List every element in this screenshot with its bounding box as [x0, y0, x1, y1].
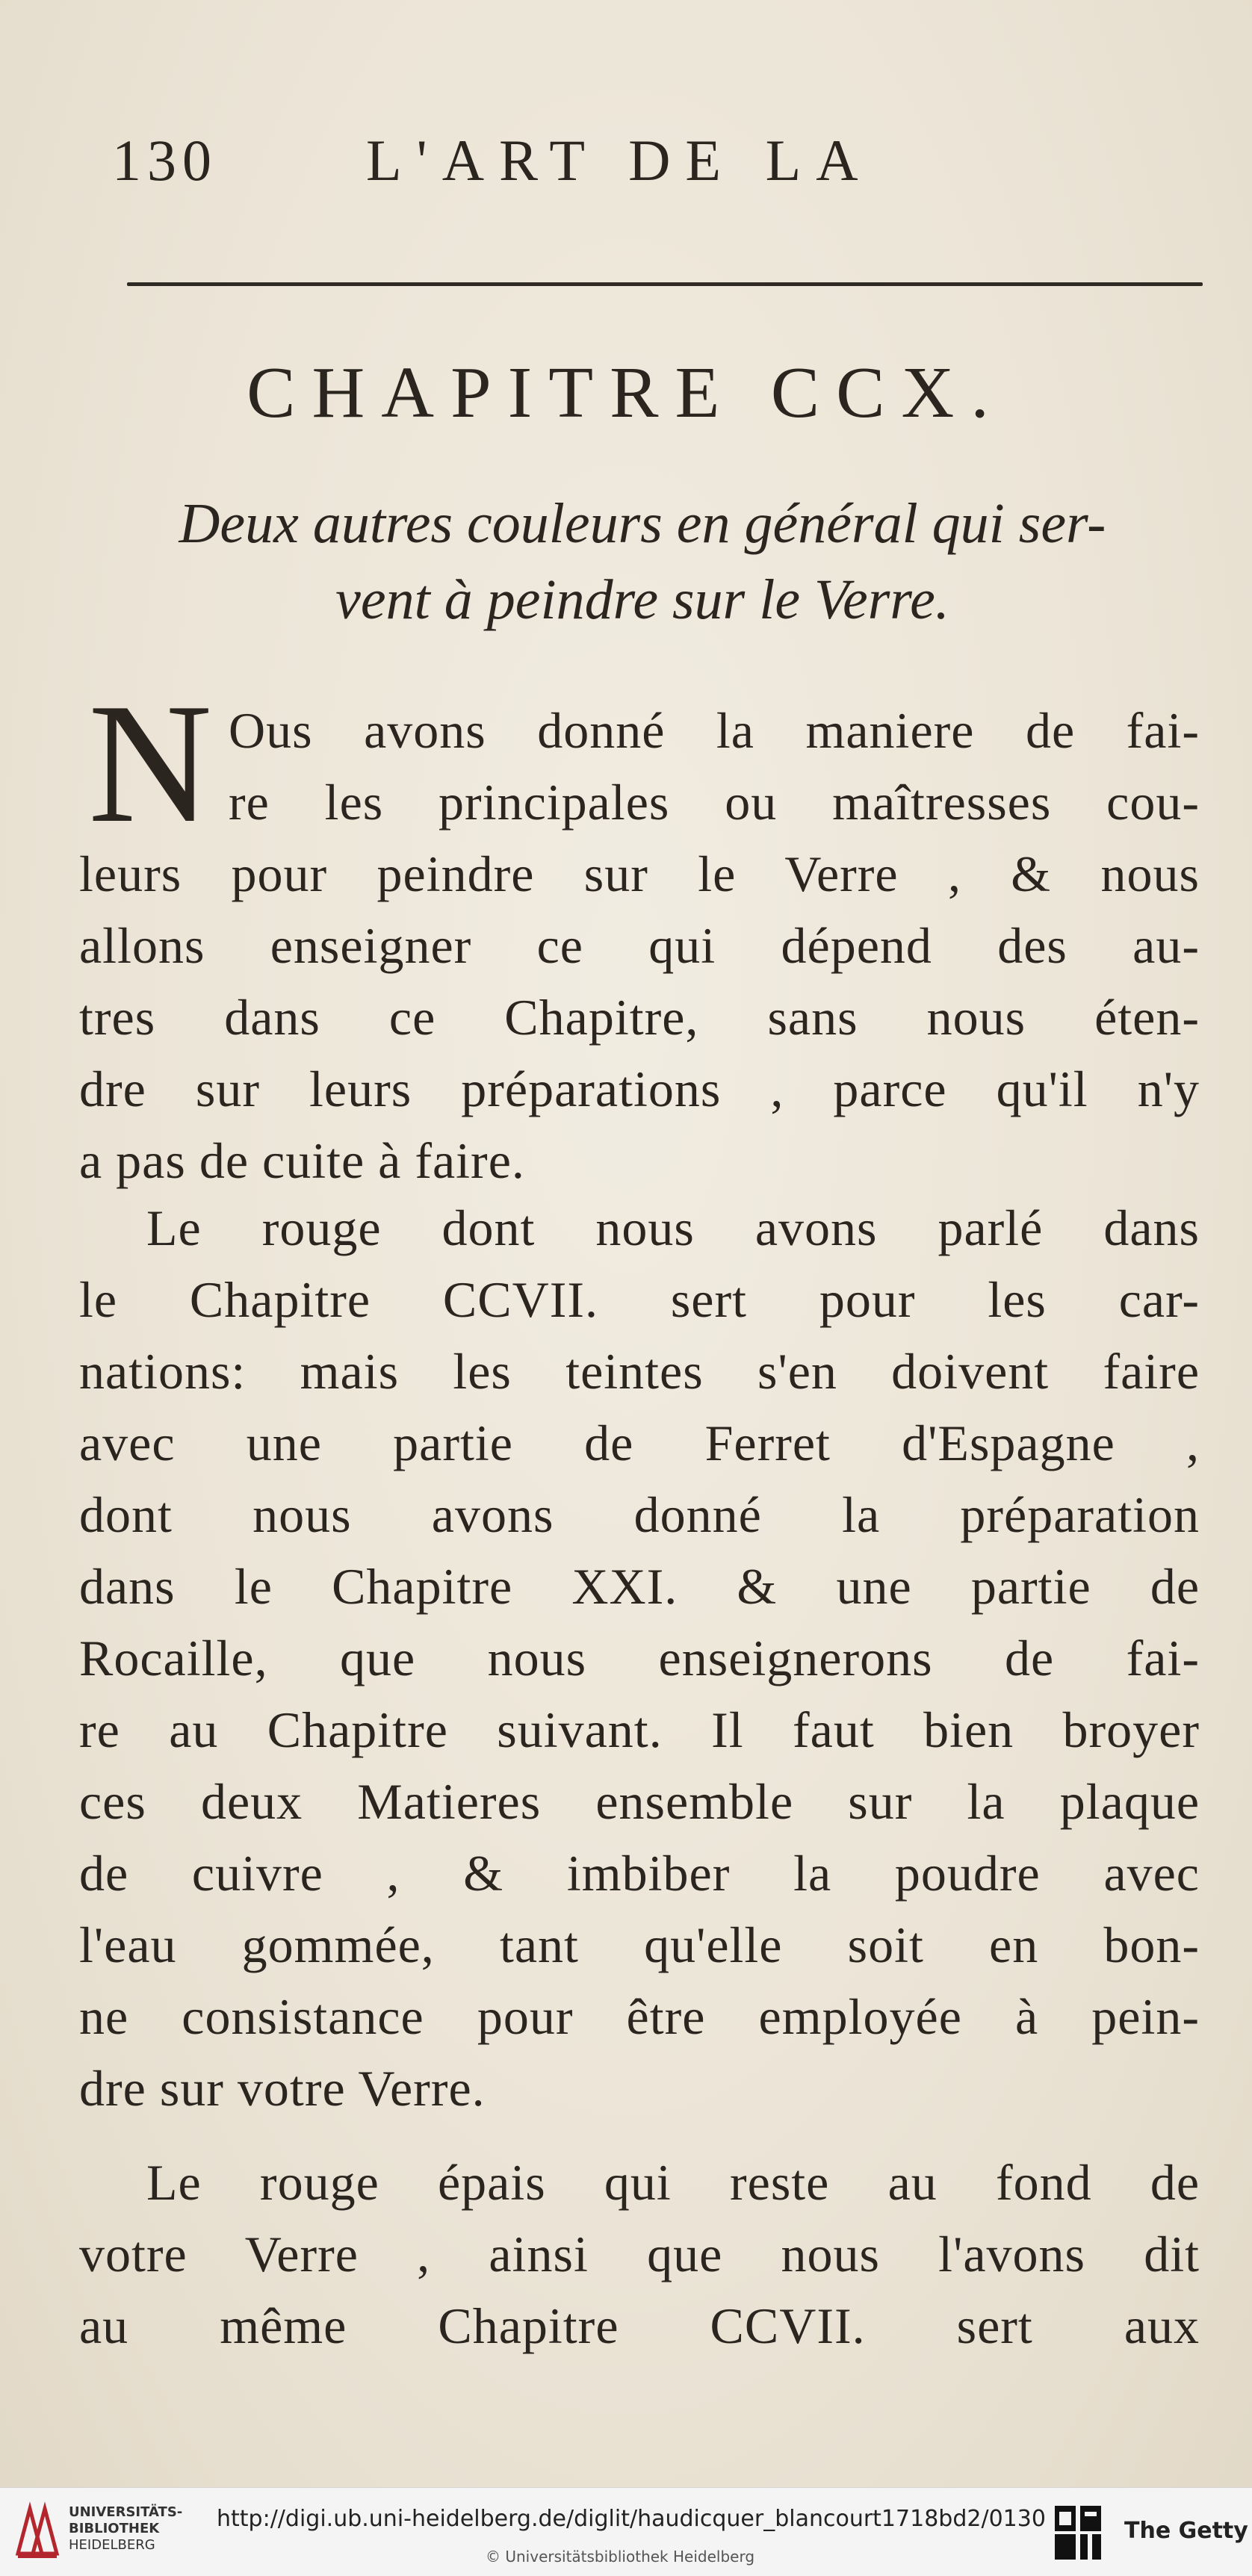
- copyright-notice: © Universitätsbibliothek Heidelberg: [486, 2548, 755, 2566]
- subtitle-line: vent à peindre sur le Verre.: [335, 568, 949, 631]
- text-line: Le rouge dont nous avons parlé dans: [146, 1199, 1200, 1256]
- page-number: 130: [112, 128, 217, 193]
- text-line: dre sur leurs préparations , parce qu'il n'y: [79, 1061, 1200, 1117]
- paragraph-2: [79, 1192, 1200, 2124]
- text-line: avec une partie de Ferret d'Espagne ,: [79, 1415, 1200, 1471]
- drop-cap: N: [88, 668, 213, 858]
- university-library-logo-icon: [13, 2501, 61, 2561]
- header-rule: [127, 282, 1203, 286]
- text-line: votre Verre , ainsi que nous l'avons dit: [79, 2226, 1200, 2282]
- chapter-title: CHAPITRE CCX.: [247, 353, 1005, 433]
- institution-name: [69, 2504, 182, 2554]
- getty-logo-icon: [1053, 2504, 1103, 2561]
- text-line: au même Chapitre CCVII. sert aux: [79, 2297, 1200, 2354]
- paragraph-3: [79, 2147, 1200, 2362]
- page-header: [112, 127, 1158, 194]
- paragraph-1: [79, 695, 1200, 1197]
- text-line: tres dans ce Chapitre, sans nous éten-: [79, 989, 1200, 1046]
- text-line: dont nous avons donné la préparation: [79, 1486, 1200, 1543]
- text-line: ces deux Matieres ensemble sur la plaque: [79, 1773, 1200, 1830]
- text-line: l'eau gommée, tant qu'elle soit en bon-: [79, 1917, 1200, 1973]
- text-line: le Chapitre CCVII. sert pour les car-: [79, 1271, 1200, 1328]
- text-line: Ous avons donné la maniere de fai-: [229, 702, 1200, 759]
- text-line: Le rouge épais qui reste au fond de: [146, 2154, 1200, 2211]
- running-head: L'ART DE LA: [366, 128, 873, 193]
- institution-line: HEIDELBERG: [69, 2537, 155, 2553]
- text-line: dre sur votre Verre.: [79, 2060, 486, 2117]
- text-line: dans le Chapitre XXI. & une partie de: [79, 1558, 1200, 1615]
- text-line: Rocaille, que nous enseignerons de fai-: [79, 1630, 1200, 1686]
- text-line: re au Chapitre suivant. Il faut bien broyer: [79, 1701, 1200, 1758]
- institution-line: UNIVERSITÄTS-: [69, 2504, 183, 2520]
- institution-line: BIBLIOTHEK: [69, 2521, 160, 2536]
- text-line: ne consistance pour être employée à pein-: [79, 1988, 1200, 2045]
- subtitle-line: Deux autres couleurs en général qui ser-: [179, 492, 1106, 555]
- text-line: leurs pour peindre sur le Verre , & nous: [79, 845, 1200, 902]
- text-line: nations: mais les teintes s'en doivent faire: [79, 1343, 1200, 1400]
- text-line: a pas de cuite à faire.: [79, 1132, 525, 1189]
- text-line: de cuivre , & imbiber la poudre avec: [79, 1845, 1200, 1902]
- text-line: re les principales ou maîtresses cou-: [229, 774, 1200, 831]
- partner-name: The Getty: [1124, 2518, 1248, 2544]
- text-line: allons enseigner ce qui dépend des au-: [79, 917, 1200, 974]
- viewer-footer: [0, 2487, 1252, 2576]
- permalink-url[interactable]: http://digi.ub.uni-heidelberg.de/diglit/haudicquer_blancourt1718bd2/0130: [217, 2506, 1046, 2532]
- chapter-subtitle: [127, 485, 1158, 638]
